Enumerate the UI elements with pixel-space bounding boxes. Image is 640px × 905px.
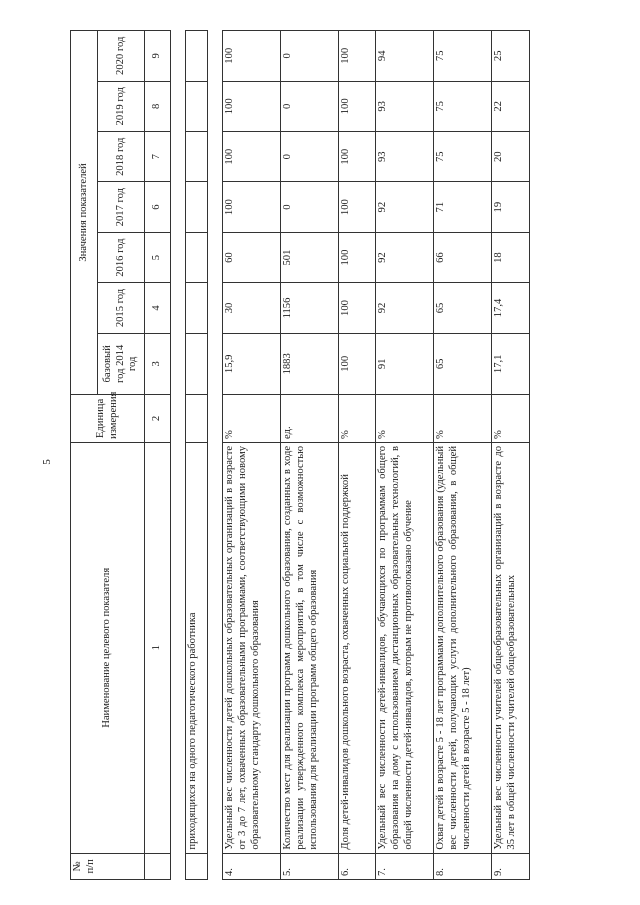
row-value: 94 [376,31,434,82]
row-name: Количество мест для реализации программ дошкольного образования, созданных в ходе реализации утвержденного комплекса мероприятий, в том числе с возможностью использования для реализации программ общего образования [281,442,339,853]
row-value: 17,1 [492,333,530,394]
row-value: 92 [376,182,434,232]
column-number: 4 [145,283,171,333]
row-value: 20 [492,132,530,182]
row-value: 0 [281,132,339,182]
row-name: Доля детей-инвалидов дошкольного возраста, охваченных социальной поддержкой [339,442,376,853]
row-value: 100 [223,132,281,182]
row-value: 100 [223,182,281,232]
table-row [376,31,434,880]
row-value: 30 [223,283,281,333]
year-header: 2018 год [98,132,145,182]
row-unit: % [434,394,492,442]
row-value: 91 [376,333,434,394]
column-number: 1 [145,442,171,853]
row-value: 0 [281,182,339,232]
row-value: 501 [281,232,339,282]
row-value: 65 [434,333,492,394]
row-value: 93 [376,132,434,182]
year-header: 2015 год [98,283,145,333]
row-num: 5. [281,853,339,879]
row-value: 71 [434,182,492,232]
row-num: 4. [223,853,281,879]
column-number: 8 [145,81,171,131]
row-value: 25 [492,31,530,82]
continuation-text: приходящихся на одного педагогического работника [186,442,208,853]
row-value: 100 [339,232,376,282]
row-unit: % [339,394,376,442]
row-value: 100 [339,81,376,131]
row-value: 1883 [281,333,339,394]
row-value: 19 [492,182,530,232]
table-row [281,31,339,880]
column-number: 9 [145,31,171,82]
column-numbers-row [145,31,171,880]
row-value: 65 [434,283,492,333]
column-number: 6 [145,182,171,232]
row-value: 60 [223,232,281,282]
row-value: 92 [376,232,434,282]
header-row [71,31,98,880]
row-value: 75 [434,31,492,82]
header-name: Наименование целевого показателя [71,442,145,853]
row-value: 100 [223,31,281,82]
year-header: 2020 год [98,31,145,82]
table-row [492,31,530,880]
row-value: 18 [492,232,530,282]
row-value: 100 [339,283,376,333]
row-unit: % [492,394,530,442]
row-value: 100 [339,31,376,82]
table-row [223,31,281,880]
row-num: 9. [492,853,530,879]
row-num: 8. [434,853,492,879]
row-name: Удельный вес численности учителей общеобразовательных организаций в возрасте до 35 лет в общей численности учителей общеобразовательных [492,442,530,853]
row-name: Удельный вес численности детей дошкольных образовательных организаций в возрасте от 3 до 7 лет, охваченных образовательными программами, соответствующими новому образовательному стандарту дошкольного образования [223,442,281,853]
row-value: 22 [492,81,530,131]
row-value: 92 [376,283,434,333]
row-value: 0 [281,81,339,131]
column-number [145,853,171,879]
table-row [434,31,492,880]
row-unit: % [223,394,281,442]
row-value: 100 [339,333,376,394]
page-number: 5 [40,459,53,465]
rotated-table-page [70,30,605,880]
row-unit: % [376,394,434,442]
header-values: Значения показателей [71,31,98,395]
row-unit: ед. [281,394,339,442]
row-value: 66 [434,232,492,282]
row-value: 100 [339,132,376,182]
row-value: 100 [339,182,376,232]
row-value: 1156 [281,283,339,333]
year-header: 2016 год [98,232,145,282]
column-number: 7 [145,132,171,182]
column-number: 5 [145,232,171,282]
row-num: 6. [339,853,376,879]
column-number: 3 [145,333,171,394]
row-value: 93 [376,81,434,131]
table-row [339,31,376,880]
row-name: Удельный вес численности детей-инвалидов, обучающихся по программам общего образования на дому с использованием дистанционных образовательных технологий, в общей численности детей-инвалидов, которым не противопоказано обучение [376,442,434,853]
row-num: 7. [376,853,434,879]
year-header: 2017 год [98,182,145,232]
row-value: 100 [223,81,281,131]
row-value: 0 [281,31,339,82]
year-header: 2019 год [98,81,145,131]
year-header: базовый год 2014 год [98,333,145,394]
row-value: 75 [434,132,492,182]
header-num: № п/п [71,853,145,879]
column-number: 2 [145,394,171,442]
header-unit: Единица измерения [71,394,145,442]
row-name: Охват детей в возрасте 5 - 18 лет программами дополнительного образования (удельный вес численности детей, получающих услуги дополнительного образования, в общей численности детей в возрасте 5 - 18 лет) [434,442,492,853]
indicators-table [70,30,530,880]
continuation-row [186,31,208,880]
row-value: 15,9 [223,333,281,394]
row-value: 17,4 [492,283,530,333]
row-value: 75 [434,81,492,131]
